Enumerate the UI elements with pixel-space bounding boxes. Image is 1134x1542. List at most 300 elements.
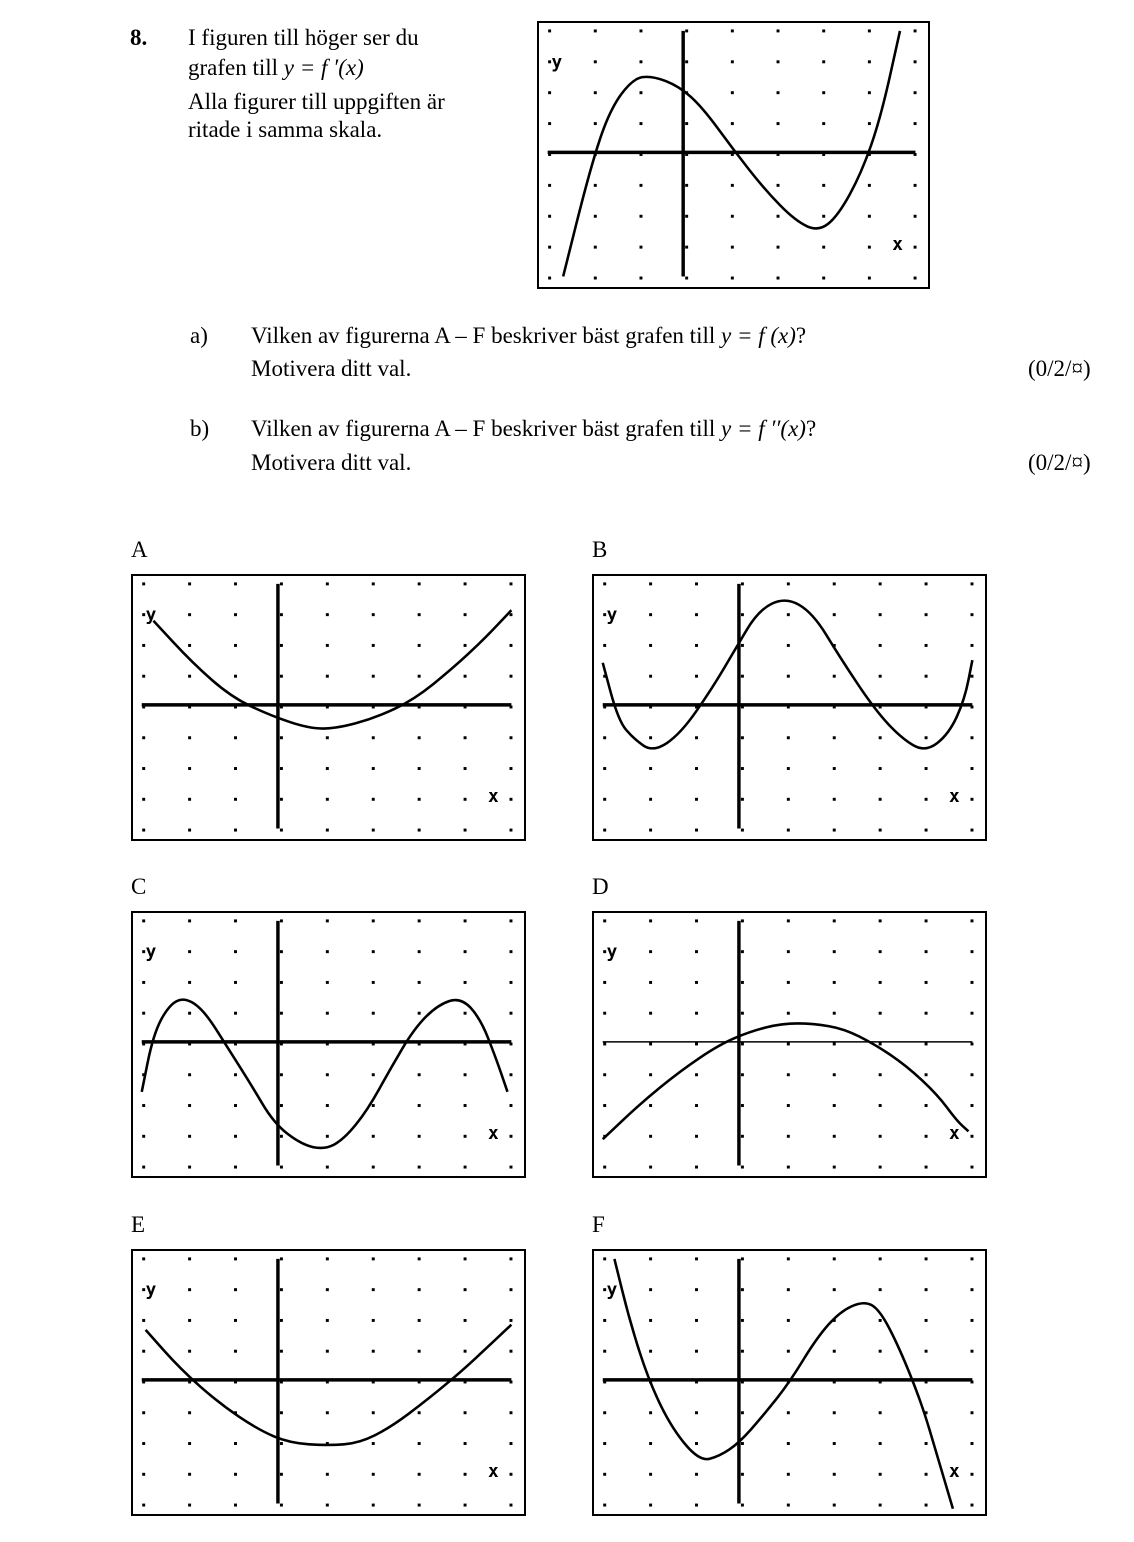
grid-dot [649,675,652,678]
grid-dot [464,582,467,585]
grid-dot [787,613,790,616]
grid-dot [418,582,421,585]
grid-dot [548,246,551,249]
grid-dot [649,1411,652,1414]
grid-dot [731,29,734,32]
grid-dot [418,613,421,616]
grid-dot [787,582,790,585]
grid-dot [649,736,652,739]
grid-dot [372,798,375,801]
grid-dot [822,277,825,280]
grid-dot [510,1504,513,1507]
grid-dot [188,1504,191,1507]
grid-dot [326,613,329,616]
grid-dot [833,582,836,585]
grid-dot [188,1257,191,1260]
grid-dot [188,919,191,922]
grid-dot [142,1350,145,1353]
grid-dot [925,1473,928,1476]
grid-dot [971,1319,974,1322]
grid-dot [372,829,375,832]
grid-dot [833,1135,836,1138]
grid-dot [188,950,191,953]
grid-dot [879,950,882,953]
grid-dot [639,29,642,32]
grid-dot [603,829,606,832]
grid-dot [234,1073,237,1076]
grid-dot [280,1350,283,1353]
grid-dot [741,829,744,832]
grid-dot [777,91,780,94]
grid-dot [326,1350,329,1353]
grid-dot [695,613,698,616]
grid-dot [326,1411,329,1414]
grid-dot [685,122,688,125]
grid-dot [822,215,825,218]
dot-grid [548,29,916,279]
grid-dot [188,798,191,801]
question-b-points: (0/2/¤) [1028,450,1091,475]
grid-dot [833,1073,836,1076]
y-axis-label: y [145,942,157,963]
grid-dot [280,613,283,616]
grid-dot [695,950,698,953]
grid-dot [372,1319,375,1322]
grid-dot [914,215,917,218]
grid-dot [695,1104,698,1107]
grid-dot [833,1166,836,1169]
question-a-line2: Motivera ditt val. [251,356,412,381]
grid-dot [879,582,882,585]
grid-dot [510,919,513,922]
grid-dot [914,184,917,187]
grid-dot [741,919,744,922]
grid-dot [326,644,329,647]
grid-dot [649,1442,652,1445]
grid-dot [971,736,974,739]
grid-dot [787,1135,790,1138]
grid-dot [649,950,652,953]
grid-dot [879,1411,882,1414]
grid-dot [741,582,744,585]
grid-dot [695,675,698,678]
grid-dot [594,60,597,63]
grid-dot [879,919,882,922]
grid-dot [510,1442,513,1445]
grid-dot [833,1411,836,1414]
grid-dot [787,675,790,678]
grid-dot [280,1288,283,1291]
grid-dot [548,184,551,187]
grid-dot [731,246,734,249]
grid-dot [234,1504,237,1507]
grid-dot [464,644,467,647]
grid-dot [925,829,928,832]
grid-dot [603,1042,606,1045]
grid-dot [741,1104,744,1107]
grid-dot [925,1442,928,1445]
grid-dot [925,613,928,616]
grid-dot [695,1073,698,1076]
grid-dot [741,613,744,616]
grid-dot [925,1350,928,1353]
grid-dot [510,582,513,585]
grid-dot [510,767,513,770]
grid-dot [777,277,780,280]
grid-dot [142,736,145,739]
grid-dot [741,798,744,801]
grid-dot [833,1288,836,1291]
grid-dot [280,919,283,922]
grid-dot [464,798,467,801]
grid-dot [639,184,642,187]
grid-dot [142,1319,145,1322]
grid-dot [833,981,836,984]
function-curve [603,1023,969,1139]
grid-dot [914,277,917,280]
grid-dot [372,767,375,770]
dot-grid [142,919,512,1168]
grid-dot [280,981,283,984]
grid-dot [787,1504,790,1507]
grid-dot [971,644,974,647]
grid-dot [280,1135,283,1138]
grid-dot [234,613,237,616]
grid-dot [649,1504,652,1507]
grid-dot [510,736,513,739]
grid-dot [971,829,974,832]
grid-dot [731,60,734,63]
grid-dot [971,613,974,616]
grid-dot [548,122,551,125]
grid-dot [464,767,467,770]
grid-dot [925,1288,928,1291]
problem-number: 8. [130,25,148,50]
grid-dot [787,1012,790,1015]
grid-dot [603,1073,606,1076]
grid-dot [234,1257,237,1260]
grid-dot [188,1012,191,1015]
grid-dot [418,1411,421,1414]
x-axis-label: x [488,1124,499,1145]
grid-dot [787,1319,790,1322]
figure-label-c: C [131,874,147,899]
grid-dot [234,1319,237,1322]
grid-dot [234,736,237,739]
grid-dot [925,981,928,984]
question-a-points: (0/2/¤) [1028,356,1091,381]
grid-dot [649,1042,652,1045]
grid-dot [372,1135,375,1138]
grid-dot [372,675,375,678]
grid-dot [879,1473,882,1476]
grid-dot [188,981,191,984]
grid-dot [777,29,780,32]
grid-dot [741,1012,744,1015]
grid-dot [464,1319,467,1322]
grid-dot [879,675,882,678]
grid-dot [695,1042,698,1045]
grid-dot [741,767,744,770]
question-b-formula: y = f ′′(x) [721,416,806,441]
grid-dot [548,277,551,280]
question-b-mark: ? [805,416,817,441]
graph-e [131,1249,526,1516]
grid-dot [280,950,283,953]
y-axis-label: y [606,942,618,963]
grid-dot [234,829,237,832]
grid-dot [594,91,597,94]
x-axis-label: x [949,1462,960,1483]
grid-dot [777,246,780,249]
grid-dot [639,122,642,125]
grid-dot [649,1135,652,1138]
grid-dot [777,60,780,63]
question-b-line2: Motivera ditt val. [251,450,412,475]
grid-dot [639,246,642,249]
grid-dot [464,950,467,953]
graph-f-content [603,1257,974,1508]
grid-dot [280,1012,283,1015]
grid-dot [464,1350,467,1353]
grid-dot [418,1350,421,1353]
grid-dot [822,122,825,125]
graph-d-content [603,919,974,1168]
grid-dot [142,1135,145,1138]
grid-dot [971,1073,974,1076]
grid-dot [142,767,145,770]
grid-dot [234,919,237,922]
grid-dot [695,1257,698,1260]
grid-dot [649,1073,652,1076]
grid-dot [925,736,928,739]
grid-dot [787,1042,790,1045]
grid-dot [787,950,790,953]
grid-dot [326,582,329,585]
grid-dot [418,1288,421,1291]
y-axis-label: y [145,1280,157,1301]
grid-dot [777,184,780,187]
grid-dot [418,1073,421,1076]
grid-dot [833,798,836,801]
grid-dot [188,1104,191,1107]
grid-dot [603,1319,606,1322]
grid-dot [142,919,145,922]
grid-dot [280,1504,283,1507]
grid-dot [868,60,871,63]
grid-dot [685,277,688,280]
grid-dot [188,1135,191,1138]
grid-dot [731,122,734,125]
question-a-formula: y = f (x) [721,323,796,348]
grid-dot [280,1411,283,1414]
grid-dot [464,736,467,739]
grid-dot [418,767,421,770]
grid-dot [787,644,790,647]
figure-label-b: B [592,537,608,562]
grid-dot [879,1442,882,1445]
grid-dot [603,736,606,739]
grid-dot [925,675,928,678]
grid-dot [142,675,145,678]
grid-dot [741,1319,744,1322]
grid-dot [833,950,836,953]
grid-dot [731,215,734,218]
grid-dot [142,798,145,801]
grid-dot [649,798,652,801]
grid-dot [188,1319,191,1322]
grid-dot [188,829,191,832]
grid-dot [372,582,375,585]
grid-dot [510,798,513,801]
graph-b-content [603,582,974,831]
grid-dot [971,1166,974,1169]
grid-dot [649,1104,652,1107]
grid-dot [741,1135,744,1138]
grid-dot [879,1257,882,1260]
grid-dot [695,736,698,739]
grid-dot [594,29,597,32]
grid-dot [649,1473,652,1476]
grid-dot [464,1411,467,1414]
grid-dot [188,736,191,739]
grid-dot [879,736,882,739]
grid-dot [142,981,145,984]
grid-dot [833,1042,836,1045]
grid-dot [418,736,421,739]
grid-dot [510,950,513,953]
figure-label-a: A [131,537,148,562]
grid-dot [142,1473,145,1476]
grid-dot [188,1442,191,1445]
grid-dot [603,1166,606,1169]
grid-dot [603,798,606,801]
grid-dot [510,1319,513,1322]
grid-dot [326,1073,329,1076]
function-curve [153,610,511,728]
grid-dot [741,950,744,953]
grid-dot [971,1135,974,1138]
grid-dot [280,767,283,770]
question-a-line1 [251,320,806,351]
grid-dot [741,981,744,984]
question-a-label: a) [190,323,208,348]
grid-dot [326,1319,329,1322]
grid-dot [868,91,871,94]
grid-dot [372,919,375,922]
grid-dot [234,1104,237,1107]
grid-dot [787,1166,790,1169]
grid-dot [741,1350,744,1353]
grid-dot [188,1350,191,1353]
grid-dot [971,1042,974,1045]
grid-dot [971,1104,974,1107]
intro-line-1: I figuren till höger ser du [188,25,419,50]
grid-dot [649,919,652,922]
grid-dot [418,1012,421,1015]
grid-dot [280,1257,283,1260]
grid-dot [603,1411,606,1414]
grid-dot [188,675,191,678]
x-axis-label: x [488,787,499,808]
grid-dot [639,91,642,94]
grid-dot [879,1350,882,1353]
grid-dot [971,1012,974,1015]
grid-dot [464,613,467,616]
grid-dot [731,184,734,187]
dot-grid [603,582,973,831]
grid-dot [787,1442,790,1445]
grid-dot [142,582,145,585]
grid-dot [326,798,329,801]
grid-dot [510,829,513,832]
grid-dot [234,1288,237,1291]
grid-dot [326,736,329,739]
grid-dot [510,1012,513,1015]
grid-dot [326,1288,329,1291]
grid-dot [603,1442,606,1445]
graph-fprime [537,21,930,289]
grid-dot [833,767,836,770]
grid-dot [787,1411,790,1414]
grid-dot [649,1012,652,1015]
grid-dot [741,1288,744,1291]
grid-dot [234,1166,237,1169]
grid-dot [234,767,237,770]
grid-dot [868,277,871,280]
grid-dot [787,829,790,832]
grid-dot [510,1135,513,1138]
grid-dot [418,1135,421,1138]
grid-dot [234,582,237,585]
grid-dot [787,1350,790,1353]
grid-dot [326,1166,329,1169]
grid-dot [594,184,597,187]
grid-dot [925,1504,928,1507]
grid-dot [879,1012,882,1015]
grid-dot [868,184,871,187]
x-axis-label: x [949,787,960,808]
grid-dot [914,122,917,125]
grid-dot [603,981,606,984]
grid-dot [464,1104,467,1107]
grid-dot [833,1104,836,1107]
grid-dot [464,1135,467,1138]
grid-dot [510,1104,513,1107]
grid-dot [464,1473,467,1476]
grid-dot [971,798,974,801]
x-axis-label: x [488,1462,499,1483]
grid-dot [372,1350,375,1353]
grid-dot [510,1288,513,1291]
graph-d [592,911,987,1178]
grid-dot [372,1104,375,1107]
grid-dot [787,1104,790,1107]
function-curve [603,601,973,749]
grid-dot [372,613,375,616]
graph-c-content [142,919,513,1168]
grid-dot [142,1166,145,1169]
grid-dot [280,829,283,832]
grid-dot [142,1411,145,1414]
grid-dot [695,1411,698,1414]
grid-dot [234,1350,237,1353]
grid-dot [510,613,513,616]
grid-dot [326,767,329,770]
grid-dot [510,1257,513,1260]
grid-dot [418,675,421,678]
grid-dot [639,277,642,280]
